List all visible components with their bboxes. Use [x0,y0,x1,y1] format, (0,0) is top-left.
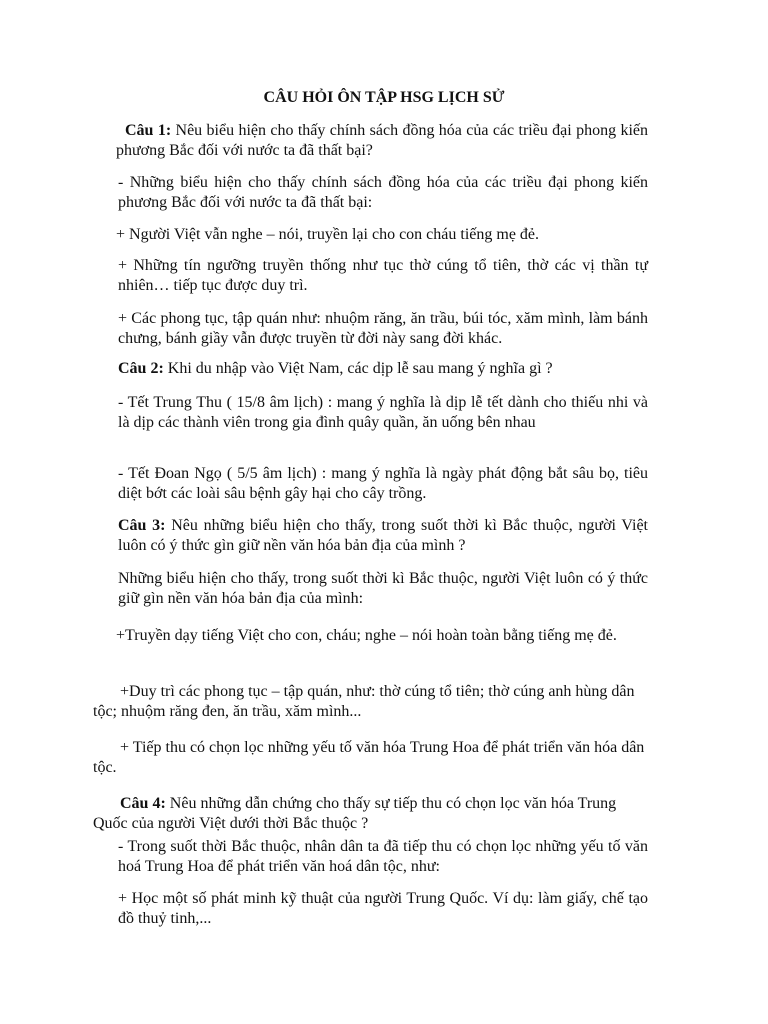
question-1-text: Nêu biểu hiện cho thấy chính sách đồng hóa của các triều đại phong kiến phương Bắc đối với nước ta đã thất bại? [116,122,649,159]
answer-4-point-1: + Học một số phát minh kỹ thuật của người Trung Quốc. Ví dụ: làm giấy, chế tạo đồ thuỷ tinh,... [118,890,648,927]
answer-4-intro: - Trong suốt thời Bắc thuộc, nhân dân ta đã tiếp thu có chọn lọc những yếu tố văn hoá Trung Hoa để phát triển văn hoá dân tộc, như: [118,838,648,875]
question-2-text: Khi du nhập vào Việt Nam, các dịp lễ sau mang ý nghĩa gì ? [163,360,553,377]
answer-3-point-1: +Truyền dạy tiếng Việt cho con, cháu; nghe – nói hoàn toàn bằng tiếng mẹ đẻ. [116,627,617,644]
question-1-label: Câu 1: [125,122,172,139]
answer-1-intro: - Những biểu hiện cho thấy chính sách đồng hóa của các triều đại phong kiến phương Bắc đối với nước ta đã thất bại: [118,174,648,211]
answer-1-point-3: + Các phong tục, tập quán như: nhuộm răng, ăn trầu, búi tóc, xăm mình, làm bánh chưng, bánh giầy vẫn được truyền từ đời này sang đời khác. [118,310,648,347]
question-2 [118,359,648,379]
document-title: CÂU HỎI ÔN TẬP HSG LỊCH SỬ [263,89,505,106]
question-2-label: Câu 2: [118,360,164,377]
question-3-text: Nêu những biểu hiện cho thấy, trong suốt thời kì Bắc thuộc, người Việt luôn có ý thức gìn giữ nền văn hóa bản địa của mình ? [118,517,649,554]
question-4-text: Nêu những dẫn chứng cho thấy sự tiếp thu có chọn lọc văn hóa Trung Quốc của người Việt dưới thời Bắc thuộc ? [93,795,617,832]
answer-3-point-3: + Tiếp thu có chọn lọc những yếu tố văn hóa Trung Hoa để phát triển văn hóa dân tộc. [93,739,645,776]
answer-1-point-1: + Người Việt vẫn nghe – nói, truyền lại cho con cháu tiếng mẹ đẻ. [116,226,540,243]
question-3-label: Câu 3: [118,517,166,534]
answer-2-point-2: - Tết Đoan Ngọ ( 5/5 âm lịch) : mang ý nghĩa là ngày phát động bắt sâu bọ, tiêu diệt bớt các loài sâu bệnh gây hại cho cây trồng. [118,465,648,502]
answer-1-point-2: + Những tín ngưỡng truyền thống như tục thờ cúng tổ tiên, thờ các vị thần tự nhiên… tiếp tục được duy trì. [118,257,648,294]
question-3 [118,516,648,556]
question-4 [93,794,653,834]
question-1 [116,121,648,161]
answer-3-intro: Những biểu hiện cho thấy, trong suốt thời kì Bắc thuộc, người Việt luôn có ý thức giữ gìn nền văn hóa bản địa của mình: [118,570,648,607]
question-4-label: Câu 4: [120,795,166,812]
answer-2-point-1: - Tết Trung Thu ( 15/8 âm lịch) : mang ý nghĩa là dịp lễ tết dành cho thiếu nhi và là dịp các thành viên trong gia đình quây quần, ăn uống bên nhau [118,394,648,431]
answer-3-point-2: +Duy trì các phong tục – tập quán, như: thờ cúng tổ tiên; thờ cúng anh hùng dân tộc; nhuộm răng đen, ăn trầu, xăm mình... [93,683,635,720]
